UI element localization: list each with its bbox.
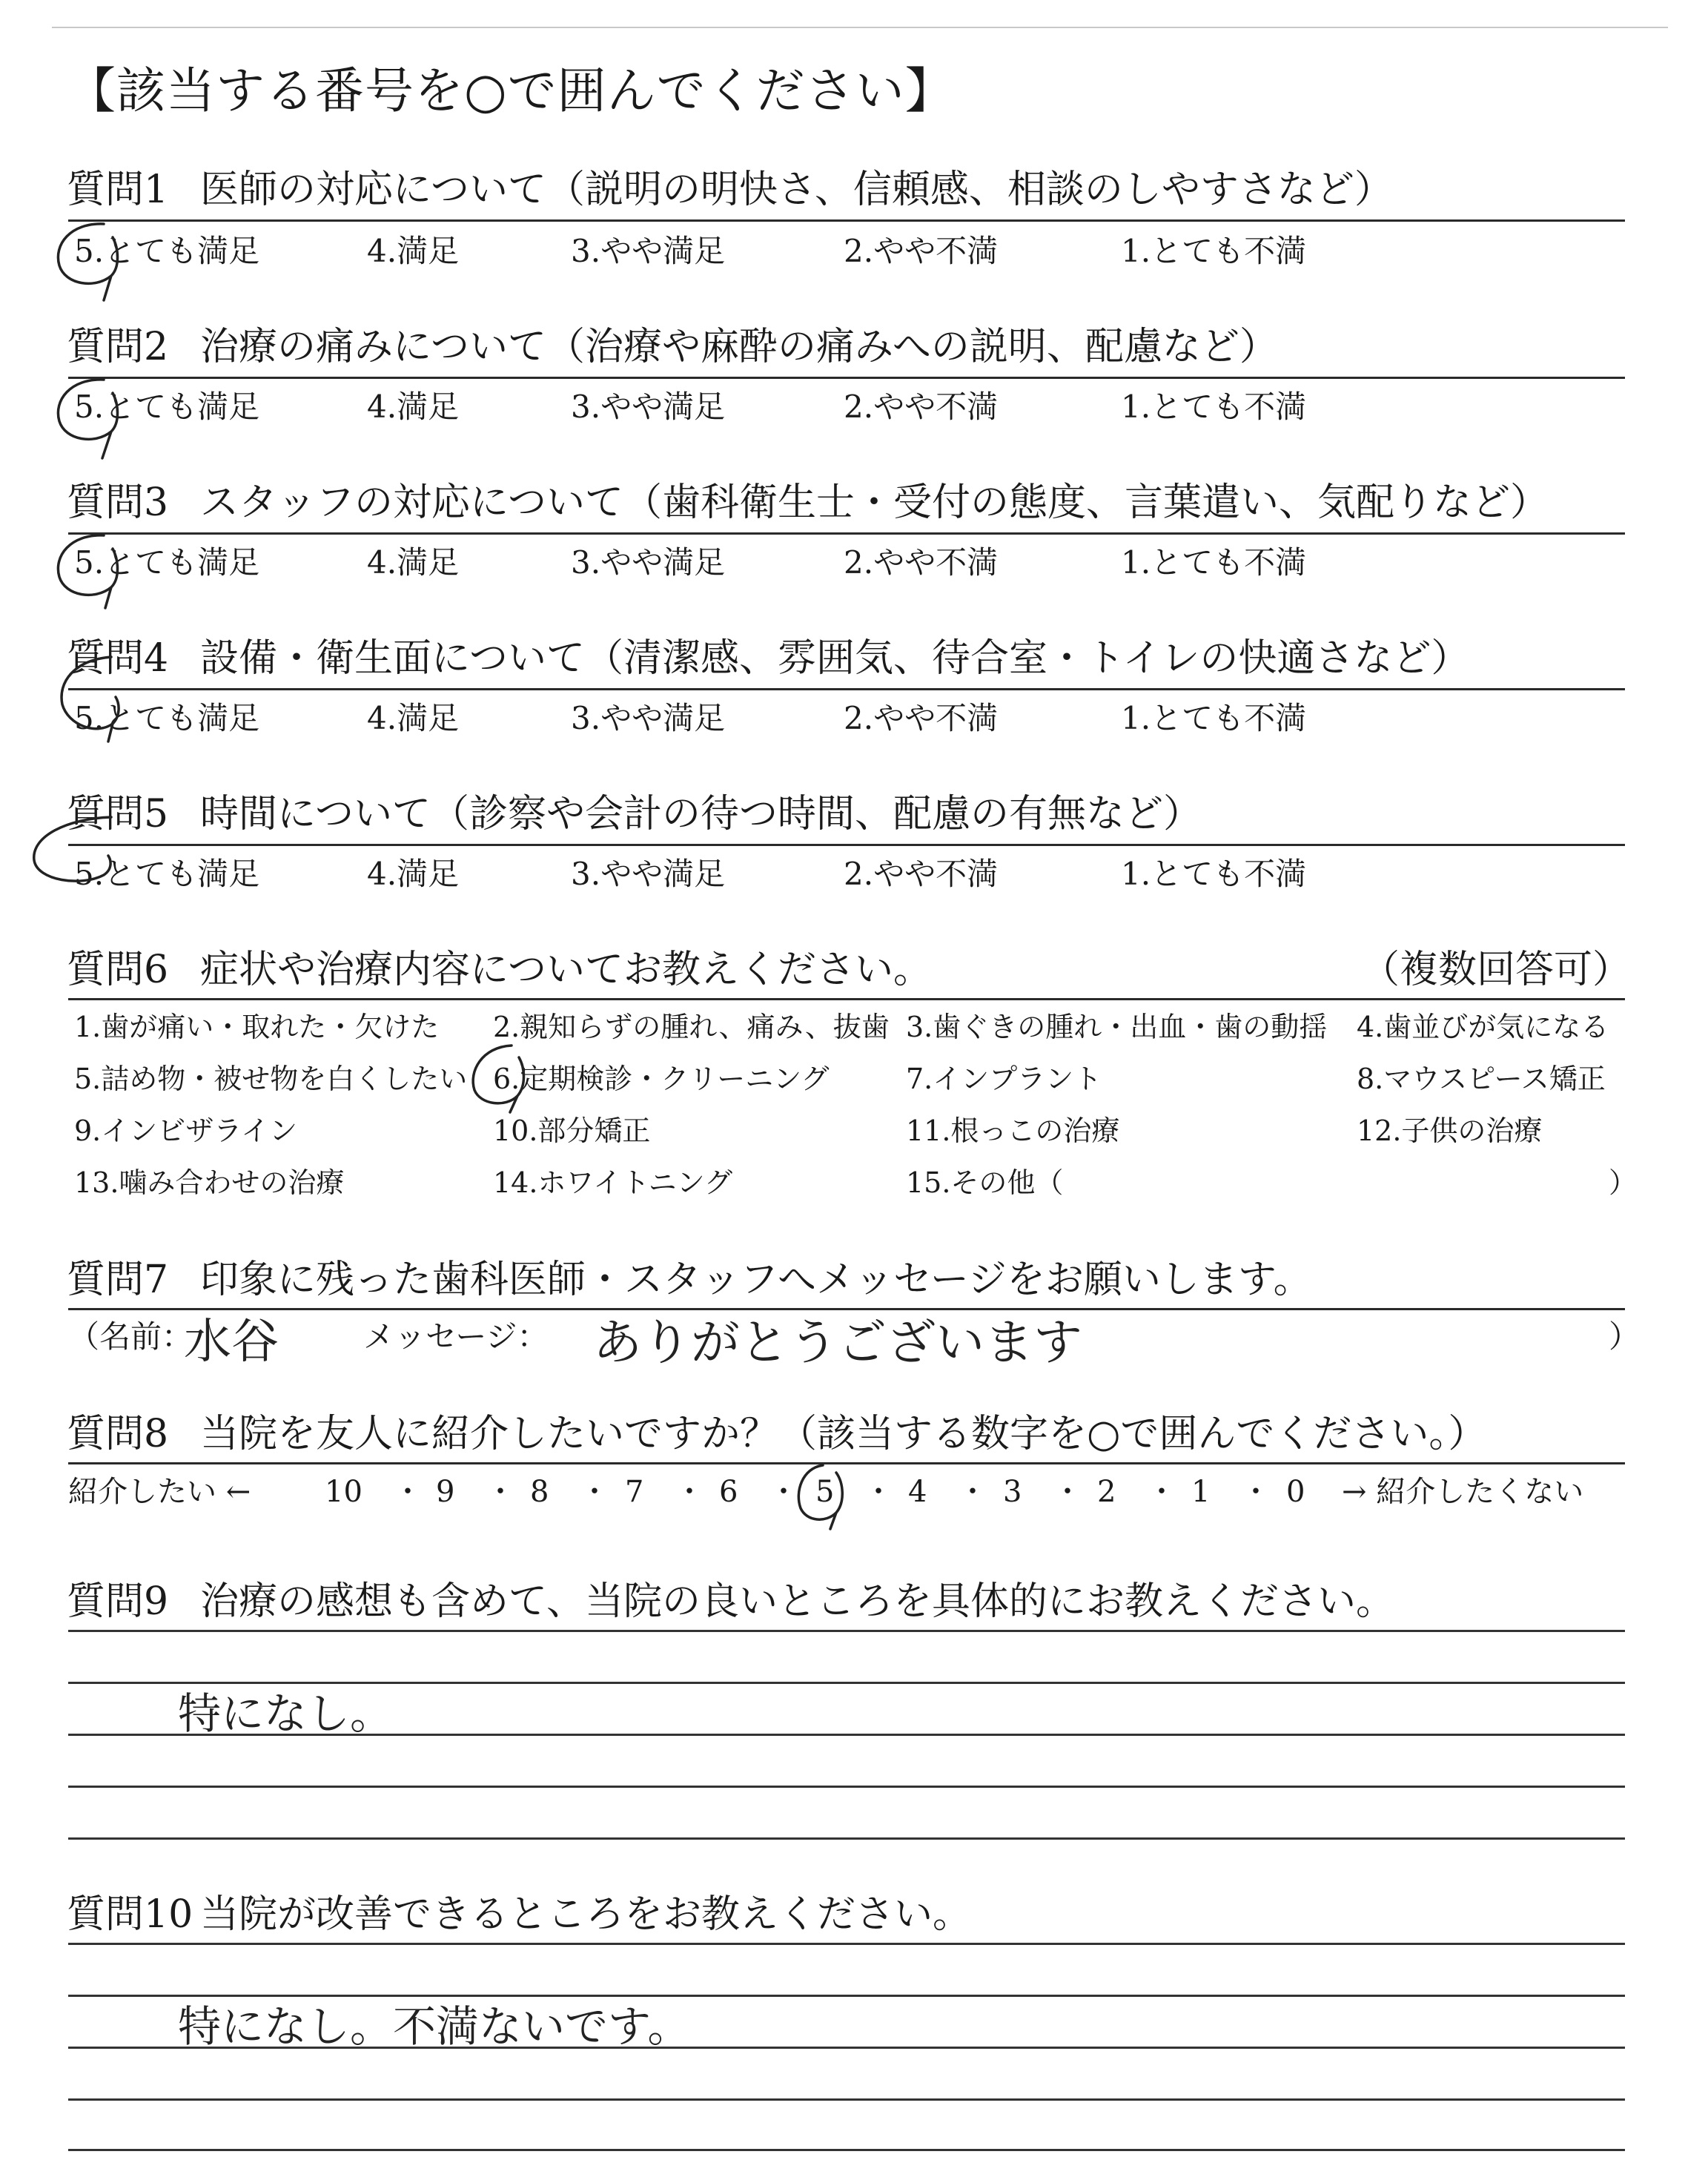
option-6[interactable]: 6.定期検診・クリーニング <box>493 1063 830 1095</box>
question-text: 当院を友人に紹介したいですか？（該当する数字を○で囲んでください。） <box>200 1412 1487 1456</box>
question-6-rule <box>68 998 1625 1000</box>
answer-line <box>68 1943 1625 1945</box>
question-text: 印象に残った歯科医師・スタッフへメッセージをお願いします。 <box>200 1258 1312 1302</box>
answer-line <box>68 1630 1625 1632</box>
option-5-very-satisfied[interactable]: 5.とても満足 <box>74 856 260 892</box>
option-2-somewhat-dissatisfied[interactable]: 2.やや不満 <box>844 233 999 269</box>
recommend-right-label: → 紹介したくない <box>1342 1475 1584 1509</box>
question-text: 症状や治療内容についてお教えください。 <box>200 948 932 992</box>
option-5-very-satisfied[interactable]: 5.とても満足 <box>74 700 260 736</box>
option-2-somewhat-dissatisfied[interactable]: 2.やや不満 <box>844 389 999 425</box>
option-2-somewhat-dissatisfied[interactable]: 2.やや不満 <box>844 544 999 581</box>
question-6 <box>67 948 932 992</box>
message-close-paren: ） <box>1609 1318 1641 1355</box>
question-number: 質問1 <box>67 168 169 212</box>
question-number: 質問8 <box>67 1412 169 1456</box>
option-4-satisfied[interactable]: 4.満足 <box>367 544 460 581</box>
question-number: 質問7 <box>67 1258 169 1302</box>
scale-dot: ・ <box>675 1475 704 1509</box>
question-number: 質問4 <box>67 636 169 681</box>
option-4-satisfied[interactable]: 4.満足 <box>367 389 460 425</box>
instruction-heading: 【該当する番号を○で囲んでください】 <box>67 62 955 119</box>
scale-dot: ・ <box>1147 1475 1176 1509</box>
question-8-rule <box>68 1462 1625 1464</box>
question-number: 質問10 <box>67 1892 193 1937</box>
option-13[interactable]: 13.噛み合わせの治療 <box>74 1166 345 1199</box>
answer-line <box>68 1786 1625 1788</box>
scale-2[interactable]: 2 <box>1097 1475 1116 1509</box>
message-value[interactable]: ありがとうございます <box>593 1314 1082 1371</box>
option-5-very-satisfied[interactable]: 5.とても満足 <box>74 544 260 581</box>
scale-9[interactable]: 9 <box>436 1475 455 1509</box>
question-7-rule <box>68 1308 1625 1310</box>
question-text: スタッフの対応について（歯科衛生士・受付の態度、言葉遣い、気配りなど） <box>200 480 1549 525</box>
question-number: 質問3 <box>67 480 169 525</box>
name-label: （名前： <box>68 1318 193 1355</box>
q10-answer[interactable]: 特になし。不満ないです。 <box>178 2001 691 2052</box>
question-text: 治療の感想も含めて、当院の良いところを具体的にお教えください。 <box>200 1579 1394 1624</box>
question-3 <box>67 480 1549 525</box>
question-2 <box>67 325 1278 369</box>
option-3[interactable]: 3.歯ぐきの腫れ・出血・歯の動揺 <box>906 1011 1328 1043</box>
question-number: 質問6 <box>67 948 169 992</box>
message-label: メッセージ： <box>363 1318 549 1355</box>
top-border-line <box>52 27 1668 28</box>
scale-0[interactable]: 0 <box>1286 1475 1305 1509</box>
option-14[interactable]: 14.ホワイトニング <box>493 1166 733 1199</box>
scale-dot: ・ <box>958 1475 987 1509</box>
option-1[interactable]: 1.歯が痛い・取れた・欠けた <box>74 1011 440 1043</box>
question-2-rule <box>68 377 1625 379</box>
answer-line <box>68 1837 1625 1840</box>
question-4 <box>67 636 1470 681</box>
option-8[interactable]: 8.マウスピース矯正 <box>1357 1063 1606 1095</box>
scale-dot: ・ <box>580 1475 609 1509</box>
question-4-rule <box>68 688 1625 690</box>
scale-7[interactable]: 7 <box>625 1475 644 1509</box>
question-text: 設備・衛生面について（清潔感、雰囲気、待合室・トイレの快適さなど） <box>200 636 1470 681</box>
option-4-satisfied[interactable]: 4.満足 <box>367 233 460 269</box>
answer-line <box>68 1995 1625 1997</box>
option-5-very-satisfied[interactable]: 5.とても満足 <box>74 389 260 425</box>
question-text: 治療の痛みについて（治療や麻酔の痛みへの説明、配慮など） <box>200 325 1278 369</box>
option-1-very-dissatisfied[interactable]: 1.とても不満 <box>1121 856 1307 892</box>
option-7[interactable]: 7.インプラント <box>906 1063 1102 1095</box>
answer-line <box>68 2098 1625 2101</box>
option-4[interactable]: 4.歯並びが気になる <box>1357 1011 1609 1043</box>
question-5 <box>67 792 1202 836</box>
scale-dot: ・ <box>864 1475 893 1509</box>
option-15-other[interactable]: 15.その他（ <box>906 1166 1064 1199</box>
question-text: 時間について（診察や会計の待つ時間、配慮の有無など） <box>200 792 1202 836</box>
question-1-rule <box>68 219 1625 222</box>
question-3-rule <box>68 532 1625 535</box>
scale-dot: ・ <box>1241 1475 1271 1509</box>
name-value[interactable]: 水谷 <box>184 1315 279 1370</box>
option-5[interactable]: 5.詰め物・被せ物を白くしたい <box>74 1063 468 1095</box>
option-3-somewhat-satisfied[interactable]: 3.やや満足 <box>571 700 726 736</box>
scale-6[interactable]: 6 <box>719 1475 738 1509</box>
option-3-somewhat-satisfied[interactable]: 3.やや満足 <box>571 544 726 581</box>
scale-dot: ・ <box>486 1475 515 1509</box>
scale-10[interactable]: 10 <box>325 1475 363 1509</box>
scale-dot: ・ <box>1053 1475 1082 1509</box>
answer-line <box>68 1682 1625 1684</box>
recommend-left-label: 紹介したい ← <box>68 1475 251 1509</box>
option-1-very-dissatisfied[interactable]: 1.とても不満 <box>1121 389 1307 425</box>
option-4-satisfied[interactable]: 4.満足 <box>367 856 460 892</box>
option-1-very-dissatisfied[interactable]: 1.とても不満 <box>1121 544 1307 581</box>
scale-1[interactable]: 1 <box>1191 1475 1211 1509</box>
question-text: 医師の対応について（説明の明快さ、信頼感、相談のしやすさなど） <box>200 168 1393 212</box>
option-9[interactable]: 9.インビザライン <box>74 1114 298 1147</box>
option-1-very-dissatisfied[interactable]: 1.とても不満 <box>1121 700 1307 736</box>
multiple-answer-note: （複数回答可） <box>1361 948 1632 992</box>
question-9 <box>67 1579 1394 1624</box>
scale-8[interactable]: 8 <box>530 1475 549 1509</box>
question-number: 質問5 <box>67 792 169 836</box>
question-number: 質問2 <box>67 325 169 369</box>
option-11[interactable]: 11.根っこの治療 <box>906 1114 1120 1147</box>
question-1 <box>67 168 1393 212</box>
question-number: 質問9 <box>67 1579 169 1624</box>
scale-5[interactable]: 5 <box>815 1475 835 1509</box>
option-2-somewhat-dissatisfied[interactable]: 2.やや不満 <box>844 856 999 892</box>
option-2-somewhat-dissatisfied[interactable]: 2.やや不満 <box>844 700 999 736</box>
question-8 <box>67 1412 1487 1456</box>
option-1-very-dissatisfied[interactable]: 1.とても不満 <box>1121 233 1307 269</box>
question-text: 当院が改善できるところをお教えください。 <box>200 1892 972 1937</box>
question-5-rule <box>68 844 1625 846</box>
option-4-satisfied[interactable]: 4.満足 <box>367 700 460 736</box>
option-5-very-satisfied[interactable]: 5.とても満足 <box>74 233 260 269</box>
answer-line <box>68 2149 1625 2151</box>
option-15-close-paren: ） <box>1609 1166 1638 1199</box>
scale-4[interactable]: 4 <box>908 1475 927 1509</box>
option-3-somewhat-satisfied[interactable]: 3.やや満足 <box>571 233 726 269</box>
scale-3[interactable]: 3 <box>1003 1475 1022 1509</box>
q9-answer[interactable]: 特になし。 <box>178 1688 394 1739</box>
scale-dot: ・ <box>393 1475 423 1509</box>
question-10 <box>67 1892 972 1937</box>
question-7 <box>67 1258 1312 1302</box>
scale-dot: ・ <box>769 1475 798 1509</box>
option-12[interactable]: 12.子供の治療 <box>1357 1114 1543 1147</box>
option-10[interactable]: 10.部分矯正 <box>493 1114 651 1147</box>
option-2[interactable]: 2.親知らずの腫れ、痛み、抜歯 <box>493 1011 890 1043</box>
option-3-somewhat-satisfied[interactable]: 3.やや満足 <box>571 856 726 892</box>
option-3-somewhat-satisfied[interactable]: 3.やや満足 <box>571 389 726 425</box>
